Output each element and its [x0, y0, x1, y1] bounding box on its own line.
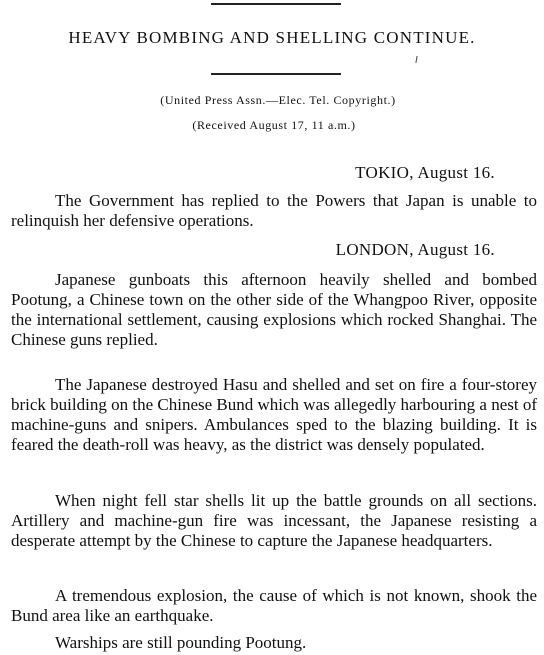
- paragraph-5: A tremendous explosion, the cause of which is not known, shook the Bund area like an earthquake.: [11, 586, 537, 625]
- paragraph-1: The Government has replied to the Powers that Japan is unable to relinquish her defensive operations.: [11, 191, 537, 230]
- dateline-london: LONDON, August 16.: [335, 240, 495, 259]
- headline: HEAVY BOMBING AND SHELLING CONTINUE.: [68, 28, 476, 47]
- dateline-tokio: TOKIO, August 16.: [355, 163, 495, 182]
- paragraph-6: Warships are still pounding Pootung.: [55, 633, 307, 652]
- paragraph-4: When night fell star shells lit up the battle grounds on all sections. Artillery and machine-gun fire was incessant, the Japanese resisting a desperate attempt by the Chinese to capture the Japanese headquarters.: [11, 491, 537, 550]
- bottom-rule: [211, 73, 341, 75]
- paragraph-2: Japanese gunboats this afternoon heavily shelled and bombed Pootung, a Chinese town on the other side of the Whangpoo River, opposite the international settlement, causing explosions which rocked Shanghai. The Chinese guns replied.: [11, 270, 537, 349]
- top-rule: [211, 3, 341, 5]
- print-mark: [415, 56, 418, 63]
- received-line: (Received August 17, 11 a.m.): [192, 118, 356, 132]
- paragraph-3: The Japanese destroyed Hasu and shelled and set on fire a four-storey brick building on the Chinese Bund which was allegedly harbouring a nest of machine-guns and snipers. Ambulances sped to the blazing building. It is feared the death-roll was heavy, as the district was densely populated.: [11, 375, 537, 454]
- credit-line: (United Press Assn.—Elec. Tel. Copyright.): [160, 93, 396, 107]
